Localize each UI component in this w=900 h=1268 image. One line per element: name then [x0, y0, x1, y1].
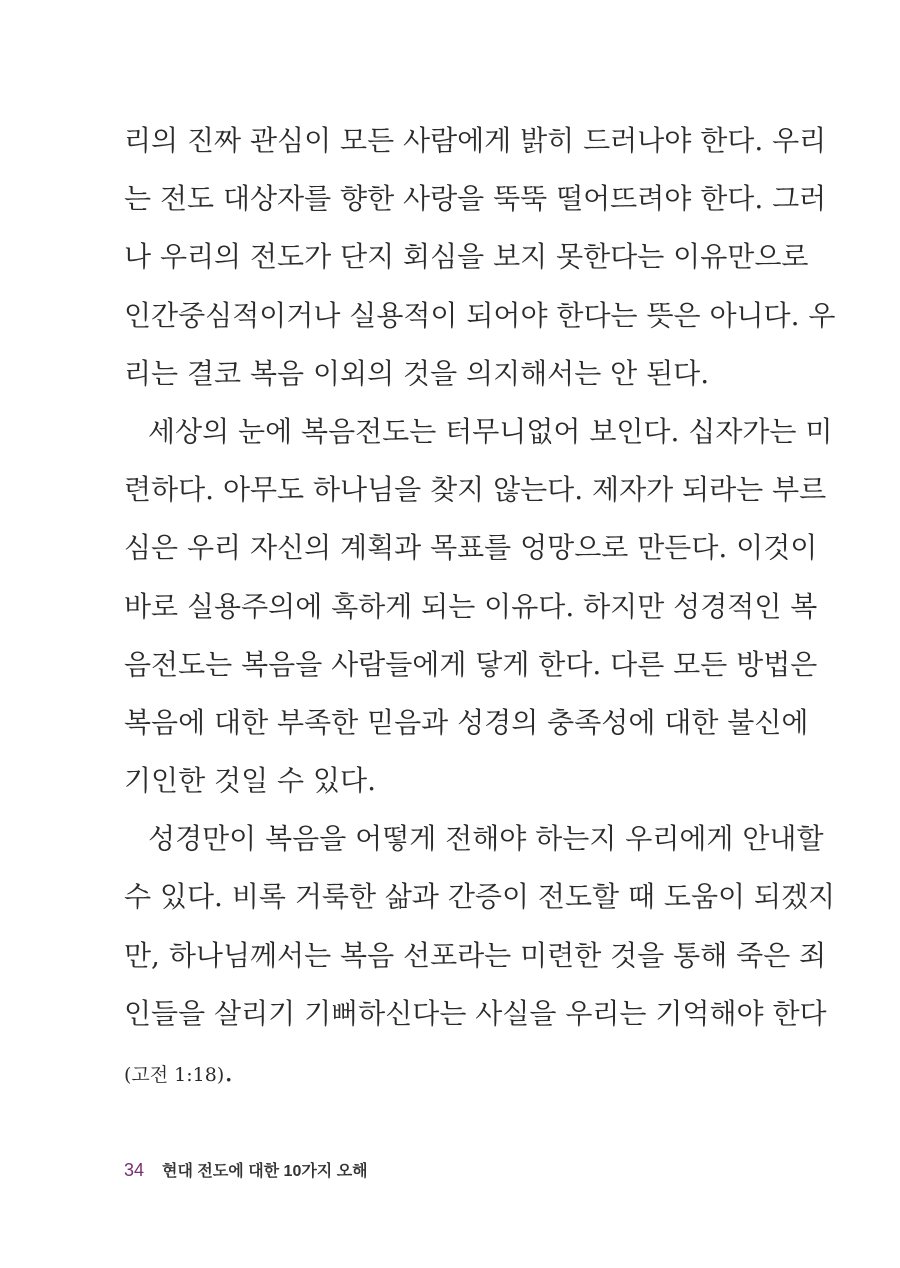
text-line: 음전도는 복음을 사람들에게 닿게 한다. 다른 모든 방법은	[124, 647, 818, 681]
text-line: 복음에 대한 부족한 믿음과 성경의 충족성에 대한 불신에	[124, 705, 809, 739]
text-line: 련하다. 아무도 하나님을 찾지 않는다. 제자가 되라는 부르	[124, 473, 827, 507]
text-line: 리는 결코 복음 이외의 것을 의지해서는 안 된다.	[124, 356, 710, 390]
text-line: 만, 하나님께서는 복음 선포라는 미련한 것을 통해 죽은 죄	[124, 938, 827, 972]
text-line: 수 있다. 비록 거룩한 삶과 간증이 전도할 때 도움이 되겠지	[124, 880, 836, 914]
page-number: 34	[124, 1160, 145, 1180]
text-line: 인들을 살리기 기뻐하신다는 사실을 우리는 기억해야 한다	[124, 996, 827, 1030]
text-line: 나 우리의 전도가 단지 회심을 보지 못한다는 이유만으로	[124, 240, 809, 274]
bible-citation: (고전 1:18)	[124, 1064, 225, 1086]
page-footer	[124, 1158, 368, 1181]
text-line: 는 전도 대상자를 향한 사랑을 뚝뚝 떨어뜨려야 한다. 그러	[124, 182, 827, 216]
paragraph-first-line: 세상의 눈에 복음전도는 터무니없어 보인다. 십자가는 미	[148, 414, 833, 448]
citation-line	[124, 1043, 728, 1101]
running-title: 현대 전도에 대한 10가지 오해	[162, 1163, 368, 1180]
text-line: 기인한 것일 수 있다.	[124, 764, 376, 798]
text-line: 인간중심적이거나 실용적이 되어야 한다는 뜻은 아니다. 우	[124, 298, 836, 332]
text-line: 리의 진짜 관심이 모든 사람에게 밝히 드러나야 한다. 우리	[124, 124, 827, 157]
paragraph-first-line: 성경만이 복음을 어떻게 전해야 하는지 우리에게 안내할	[148, 822, 824, 856]
citation-period: .	[224, 1055, 234, 1088]
body-text	[124, 112, 836, 1101]
text-line: 바로 실용주의에 혹하게 되는 이유다. 하지만 성경적인 복	[124, 589, 818, 623]
text-line: 심은 우리 자신의 계획과 목표를 엉망으로 만든다. 이것이	[124, 531, 818, 565]
